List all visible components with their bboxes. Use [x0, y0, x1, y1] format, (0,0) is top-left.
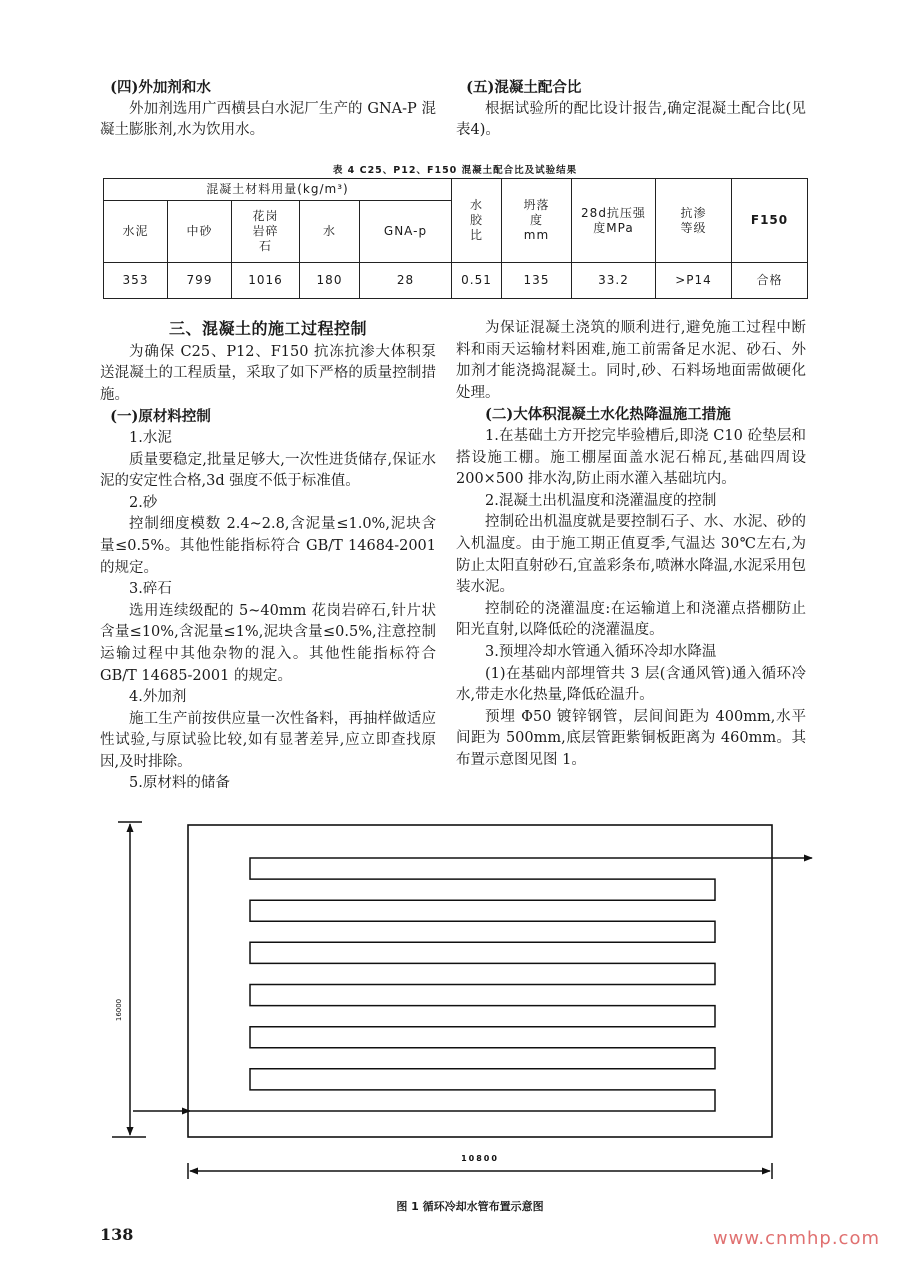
section-title: 三、混凝土的施工过程控制: [168, 319, 367, 338]
item-text: 控制细度模数 2.4~2.8,含泥量≤1.0%,泥块含量≤0.5%。其他性能指标符合 GB/T 14684-2001 的规定。: [100, 516, 436, 576]
sub-heading: (二)大体积混凝土水化热降温施工措施: [485, 406, 731, 424]
item-title: 4.外加剂: [129, 689, 187, 706]
paragraph: 为保证混凝土浇筑的顺利进行,避免施工过程中断料和雨天运输材料困难,施工前需备足水泥、砂石、外加剂才能浇捣混凝土。同时,砂、石料场地面需做硬化处理。: [456, 320, 806, 401]
cooling-pipe: [188, 858, 770, 1111]
mix-ratio-text: 根据试验所的配比设计报告,确定混凝土配合比(见表4)。: [456, 100, 806, 139]
height-label: 16000: [115, 998, 123, 1022]
table-cell: 合格: [732, 263, 808, 299]
table-header-cell: 坍落度mm: [502, 179, 572, 263]
table-cell: 33.2: [572, 263, 656, 299]
table-header-cell: 水泥: [104, 201, 168, 263]
sub-heading: (一)原材料控制: [110, 408, 211, 426]
item-title: 2.混凝土出机温度和浇灌温度的控制: [485, 492, 717, 509]
table-header-cell: 抗渗等级: [656, 179, 732, 263]
item-title: 2.砂: [129, 494, 158, 511]
table-cell: 0.51: [452, 263, 502, 299]
table-cell: >P14: [656, 263, 732, 299]
item-text: 施工生产前按供应量一次性备料，再抽样做适应性试验,与原试验比较,如有显著差异,应立即查找原因,及时排除。: [100, 710, 436, 770]
table-header-cell: 中砂: [168, 201, 232, 263]
table-cell: 28: [360, 263, 452, 299]
table-header-cell: GNA-p: [360, 201, 452, 263]
table-group-header: 混凝土材料用量(kg/m³): [104, 179, 452, 201]
page-number: 138: [100, 1225, 134, 1244]
table-header-cell: F150: [732, 179, 808, 263]
table-cell: 180: [300, 263, 360, 299]
admixture-text: 外加剂选用广西横县白水泥厂生产的 GNA-P 混凝土膨胀剂,水为饮用水。: [100, 100, 436, 139]
item-title: 3.碎石: [129, 581, 172, 598]
table-header-cell: 水胶比: [452, 179, 502, 263]
paragraph: (1)在基础内部埋管共 3 层(含通风管)通入循环冷水,带走水化热量,降低砼温升。: [456, 665, 806, 704]
table-header-cell: 水: [300, 201, 360, 263]
table-cell: 1016: [232, 263, 300, 299]
table-header-cell: 花岗岩碎石: [232, 201, 300, 263]
item-text: 质量要稳定,批量足够大,一次性进货储存,保证水泥的安定性合格,3d 强度不低于标准值。: [100, 451, 436, 490]
watermark: www.cnmhp.com: [712, 1228, 880, 1249]
table-cell: 135: [502, 263, 572, 299]
item-title: 1.水泥: [129, 429, 172, 446]
item-title: 3.预埋冷却水管通入循环冷却水降温: [485, 643, 717, 660]
mix-ratio-heading: (五)混凝土配合比: [466, 79, 582, 96]
item-text: 选用连续级配的 5~40mm 花岗岩碎石,针片状含量≤10%,含泥量≤1%,泥块含量≤0.5%,注意控制运输过程中其他杂物的混入。其他性能指标符合 GB/T 14685-2001 的规定。: [100, 602, 436, 684]
table-cell: 799: [168, 263, 232, 299]
item-title: 5.原材料的储备: [129, 775, 230, 792]
paragraph: 控制砼出机温度就是要控制石子、水、水泥、砂的入机温度。由于施工期正值夏季,气温达 30℃左右,为防止太阳直射砂石,宜盖彩条布,喷淋水降温,水泥采用包装水泥。: [456, 514, 806, 596]
paragraph: 1.在基础土方开挖完毕验槽后,即浇 C10 砼垫层和搭设施工棚。施工棚屋面盖水泥石棉瓦,基础四周设 200×500 排水沟,防止雨水灌入基础坑内。: [456, 427, 806, 488]
paragraph: 预埋 Φ50 镀锌钢管，层间间距为 400mm,水平间距为 500mm,底层管距紫铜板距离为 460mm。其布置示意图见图 1。: [456, 708, 806, 768]
admixture-heading: (四)外加剂和水: [110, 79, 211, 96]
table-cell: 353: [104, 263, 168, 299]
intro-paragraph: 为确保 C25、P12、F150 抗冻抗渗大体积泵送混凝土的工程质量，采取了如下严格的质量控制措施。: [100, 343, 436, 403]
table-caption: 表 4 C25、P12、F150 混凝土配合比及试验结果: [332, 165, 578, 176]
figure-caption: 图 1 循环冷却水管布置示意图: [396, 1200, 544, 1213]
table-header-cell: 28d抗压强度MPa: [572, 179, 656, 263]
width-label: 10800: [461, 1154, 499, 1163]
paragraph: 控制砼的浇灌温度:在运输道上和浇灌点搭棚防止阳光直射,以降低砼的浇灌温度。: [456, 600, 806, 639]
